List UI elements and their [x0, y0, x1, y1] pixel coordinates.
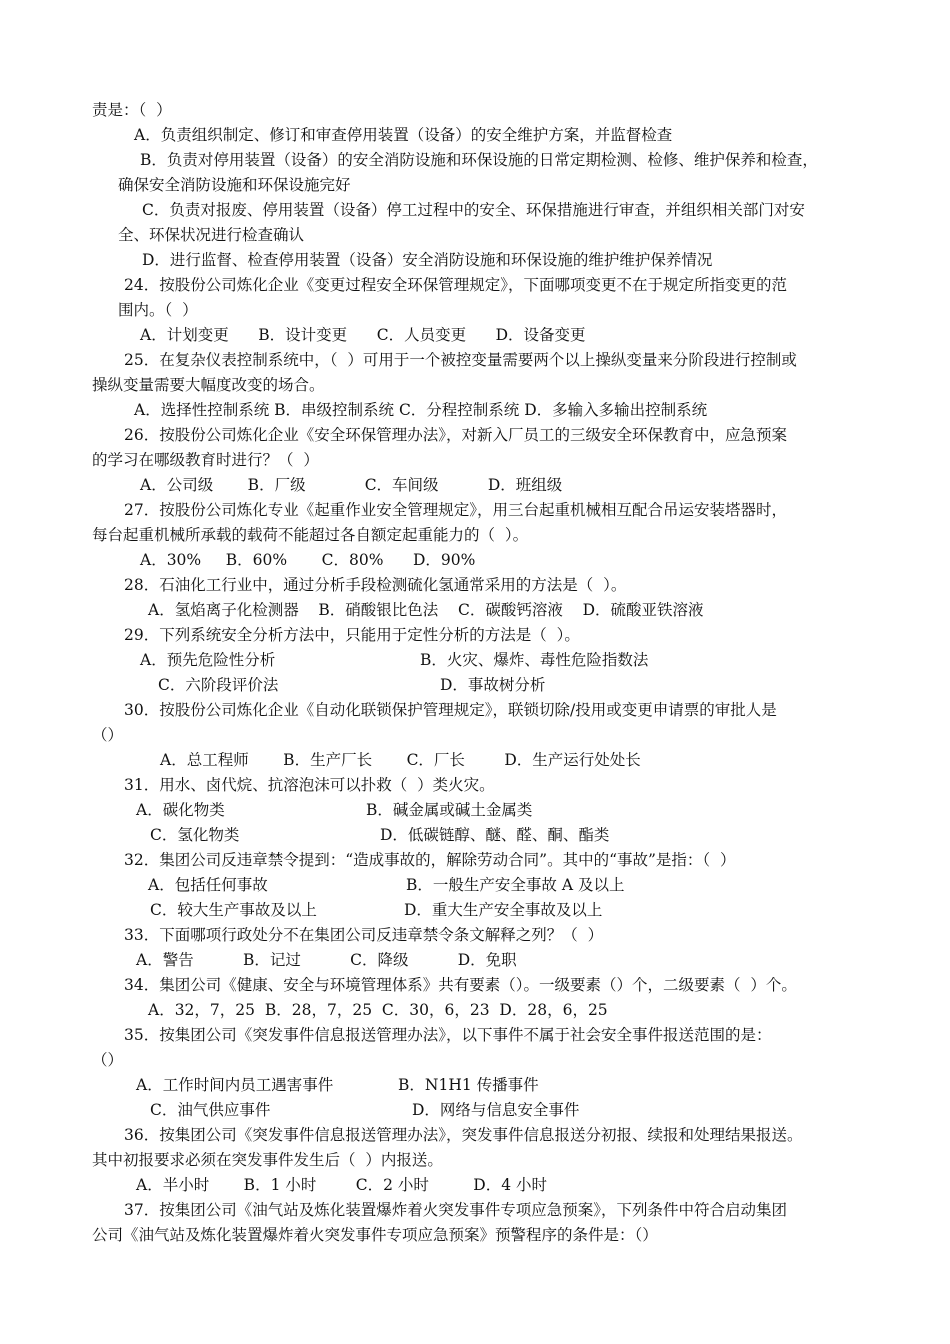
option-35-c: C．油气供应事件 — [150, 1101, 271, 1119]
option-29-b: B．火灾、爆炸、毒性危险指数法 — [420, 651, 649, 669]
option-23-a: A．负责组织制定、修订和审查停用装置（设备）的安全维护方案，并监督检查 — [134, 126, 673, 144]
option-32-a: A．包括任何事故 — [148, 876, 268, 894]
option-35-a: A．工作时间内员工遇害事件 — [136, 1076, 334, 1094]
option-29-c: C．六阶段评价法 — [158, 676, 279, 694]
question-26-stem: 26．按股份公司炼化企业《安全环保管理办法》，对新入厂员工的三级安全环保教育中，应急预案 — [124, 426, 787, 444]
options-26: A．公司级 B．厂级 C．车间级 D．班组级 — [140, 476, 563, 494]
option-35-d: D．网络与信息安全事件 — [412, 1101, 580, 1119]
question-36-stem: 36．按集团公司《突发事件信息报送管理办法》，突发事件信息报送分初报、续报和处理结果报送。 — [124, 1126, 803, 1144]
question-37-stem: 37．按集团公司《油气站及炼化装置爆炸着火突发事件专项应急预案》，下列条件中符合启动集团 — [124, 1201, 787, 1219]
question-32-stem: 32．集团公司反违章禁令提到：“造成事故的，解除劳动合同”。其中的“事故”是指：（ ） — [124, 851, 736, 869]
question-23-stem-end: 责是：（ ） — [92, 101, 172, 119]
question-28-stem: 28．石油化工行业中，通过分析手段检测硫化氢通常采用的方法是（ ）。 — [124, 576, 627, 594]
option-35-b: B．N1H1 传播事件 — [398, 1076, 539, 1094]
option-29-a: A．预先危险性分析 — [140, 651, 276, 669]
option-23-b-cont: 确保安全消防设施和环保设施完好 — [118, 176, 351, 194]
question-24-stem-cont: 围内。（ ） — [118, 301, 198, 319]
question-34-stem: 34．集团公司《健康、安全与环境管理体系》共有要素（）。一级要素（）个，二级要素（ ）个。 — [124, 976, 797, 994]
option-23-b: B．负责对停用装置（设备）的安全消防设施和环保设施的日常定期检测、检修、维护保养和检查， — [140, 151, 818, 169]
options-34: A．32，7，25 B．28，7，25 C．30，6，23 D．28，6，25 — [148, 1001, 608, 1019]
question-26-stem-cont: 的学习在哪级教育时进行？（ ） — [92, 451, 319, 469]
question-37-stem-cont: 公司《油气站及炼化装置爆炸着火突发事件专项应急预案》预警程序的条件是：（） — [92, 1226, 658, 1244]
question-24-stem: 24．按股份公司炼化企业《变更过程安全环保管理规定》，下面哪项变更不在于规定所指变更的范 — [124, 276, 787, 294]
question-31-stem: 31．用水、卤代烷、抗溶泡沫可以扑救（ ）类火灾。 — [124, 776, 495, 794]
options-36: A．半小时 B．1 小时 C．2 小时 D．4 小时 — [136, 1176, 547, 1194]
question-29-stem: 29．下列系统安全分析方法中，只能用于定性分析的方法是（ ）。 — [124, 626, 580, 644]
question-33-stem: 33．下面哪项行政处分不在集团公司反违章禁令条文解释之列？（ ） — [124, 926, 604, 944]
options-24: A．计划变更 B．设计变更 C．人员变更 D．设备变更 — [140, 326, 586, 344]
question-25-stem: 25．在复杂仪表控制系统中，（ ）可用于一个被控变量需要两个以上操纵变量来分阶段进行控制或 — [124, 351, 797, 369]
option-29-d: D．事故树分析 — [440, 676, 546, 694]
option-23-d: D．进行监督、检查停用装置（设备）安全消防设施和环保设施的维护维护保养情况 — [142, 251, 713, 269]
question-35-stem: 35．按集团公司《突发事件信息报送管理办法》，以下事件不属于社会安全事件报送范围的是： — [124, 1026, 772, 1044]
option-32-b: B．一般生产安全事故 A 及以上 — [406, 876, 625, 894]
question-36-stem-cont: 其中初报要求必须在突发事件发生后（ ）内报送。 — [92, 1151, 443, 1169]
option-31-d: D．低碳链醇、醚、醛、酮、酯类 — [380, 826, 610, 844]
question-27-stem: 27．按股份公司炼化专业《起重作业安全管理规定》，用三台起重机械相互配合吊运安装塔器时， — [124, 501, 787, 519]
option-31-a: A．碳化物类 — [136, 801, 225, 819]
question-35-stem-cont: （） — [92, 1051, 124, 1069]
option-31-b: B．碱金属或碱土金属类 — [366, 801, 533, 819]
option-23-c: C．负责对报废、停用装置（设备）停工过程中的安全、环保措施进行审查，并组织相关部门对安 — [142, 201, 805, 219]
option-23-c-cont: 全、环保状况进行检查确认 — [118, 226, 305, 244]
question-30-stem: 30．按股份公司炼化企业《自动化联锁保护管理规定》，联锁切除/投用或变更申请票的审批人是 — [124, 701, 777, 719]
option-31-c: C．氢化物类 — [150, 826, 240, 844]
option-32-d: D．重大生产安全事故及以上 — [404, 901, 603, 919]
options-25: A．选择性控制系统 B．串级控制系统 C．分程控制系统 D．多输入多输出控制系统 — [134, 401, 708, 419]
options-28: A．氢焰离子化检测器 B．硝酸银比色法 C．碳酸钙溶液 D．硫酸亚铁溶液 — [148, 601, 704, 619]
options-30: A．总工程师 B．生产厂长 C．厂长 D．生产运行处处长 — [160, 751, 641, 769]
question-25-stem-cont: 操纵变量需要大幅度改变的场合。 — [92, 376, 325, 394]
question-27-stem-cont: 每台起重机械所承载的载荷不能超过各自额定起重能力的（ ）。 — [92, 526, 529, 544]
question-30-stem-cont: （） — [92, 726, 124, 744]
options-33: A．警告 B．记过 C．降级 D．免职 — [136, 951, 517, 969]
option-32-c: C．较大生产事故及以上 — [150, 901, 317, 919]
options-27: A．30% B．60% C．80% D．90% — [140, 551, 476, 569]
